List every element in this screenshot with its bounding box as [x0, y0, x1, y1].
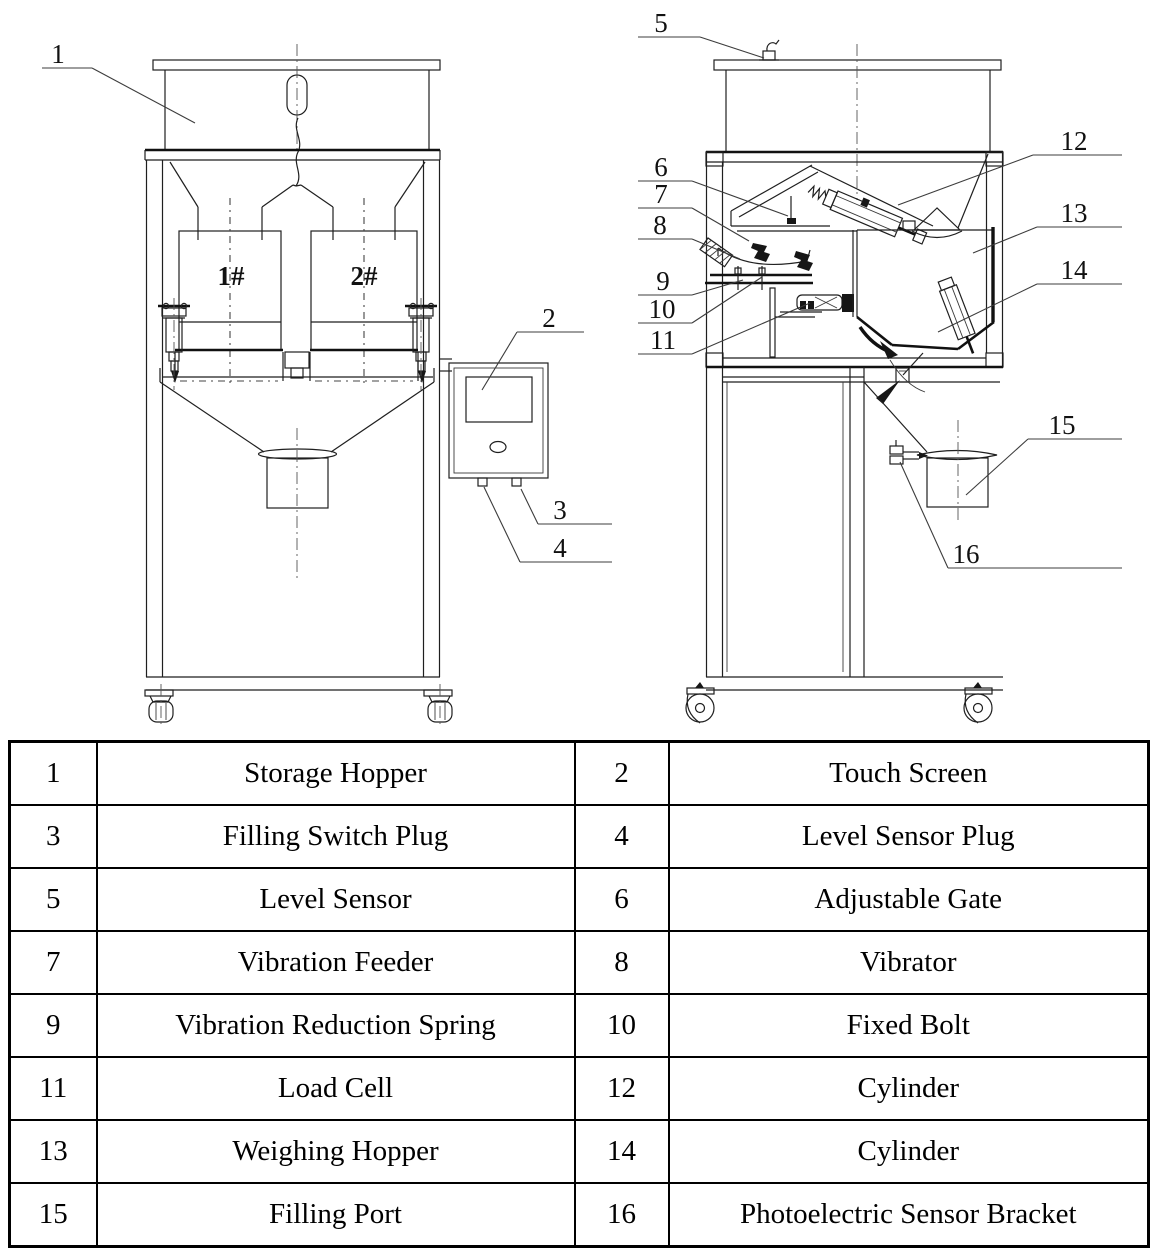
part-name: Fixed Bolt: [669, 994, 1149, 1057]
side-view: [638, 8, 1122, 723]
front-view: [42, 39, 612, 727]
callout-1-label: 1: [51, 39, 65, 69]
part-number: 8: [575, 931, 669, 994]
side-storage-hopper: [714, 44, 1001, 200]
adjustable-gate-part: [787, 196, 796, 224]
callout-11-label: 11: [650, 325, 676, 355]
parts-table: [8, 740, 1150, 1248]
part-name: Vibrator: [669, 931, 1149, 994]
callout-13: [973, 198, 1122, 253]
filling-switch-plug-part: [512, 478, 521, 486]
part-number: 12: [575, 1057, 669, 1120]
part-number: 6: [575, 868, 669, 931]
part-number: 5: [10, 868, 97, 931]
touch-screen-panel: [440, 359, 548, 486]
callout-15: [966, 410, 1122, 495]
cylinder-12-part: [805, 177, 929, 248]
part-name: Storage Hopper: [97, 742, 575, 806]
callout-9-label: 9: [656, 266, 670, 296]
callout-8-label: 8: [653, 210, 667, 240]
part-name: Vibration Feeder: [97, 931, 575, 994]
part-name: Weighing Hopper: [97, 1120, 575, 1183]
touch-screen-display: [466, 377, 532, 422]
part-number: 1: [10, 742, 97, 806]
front-feed-funnels: [170, 162, 425, 231]
callout-10-label: 10: [648, 294, 676, 324]
table-row: [10, 868, 1149, 931]
callout-4-label: 4: [553, 533, 567, 563]
part-name: Touch Screen: [669, 742, 1149, 806]
side-casters: [686, 682, 992, 723]
weighing-hopper-part: [853, 227, 994, 359]
callout-7-label: 7: [654, 179, 668, 209]
front-weigh-hopper-1: [175, 198, 283, 384]
table-row: [10, 931, 1149, 994]
part-name: Adjustable Gate: [669, 868, 1149, 931]
callout-5: [638, 8, 764, 58]
callout-15-label: 15: [1048, 410, 1076, 440]
vibration-feeder-part: [718, 243, 813, 271]
callout-2-label: 2: [542, 303, 556, 333]
part-name: Level Sensor Plug: [669, 805, 1149, 868]
part-name: Level Sensor: [97, 868, 575, 931]
part-number: 16: [575, 1183, 669, 1247]
part-name: Filling Switch Plug: [97, 805, 575, 868]
front-right-actuator: [405, 298, 437, 390]
photoelectric-sensor-bracket-part: [890, 440, 928, 464]
callout-5-label: 5: [654, 8, 668, 38]
part-number: 13: [10, 1120, 97, 1183]
part-name: Cylinder: [669, 1120, 1149, 1183]
hopper-1-label: 1#: [217, 261, 245, 291]
callout-1: [42, 39, 195, 123]
table-row: [10, 742, 1149, 806]
front-weigh-hopper-2: [285, 198, 418, 384]
table-row: [10, 994, 1149, 1057]
part-name: Photoelectric Sensor Bracket: [669, 1183, 1149, 1247]
part-name: Vibration Reduction Spring: [97, 994, 575, 1057]
callout-4: [484, 487, 612, 563]
part-number: 9: [10, 994, 97, 1057]
callout-16: [900, 462, 1122, 569]
part-number: 11: [10, 1057, 97, 1120]
table-row: [10, 1057, 1149, 1120]
vibrator-part: [700, 238, 733, 267]
part-name: Load Cell: [97, 1057, 575, 1120]
part-number: 7: [10, 931, 97, 994]
callout-13-label: 13: [1060, 198, 1088, 228]
filling-port-part: [917, 420, 997, 522]
level-sensor-plug-part: [478, 478, 487, 486]
front-storage-hopper: [153, 44, 440, 186]
callout-16-label: 16: [952, 539, 980, 569]
front-lower-funnel: [160, 368, 434, 578]
part-number: 4: [575, 805, 669, 868]
part-name: Filling Port: [97, 1183, 575, 1247]
callout-12-label: 12: [1060, 126, 1088, 156]
callout-3-label: 3: [553, 495, 567, 525]
callout-6-label: 6: [654, 152, 668, 182]
part-name: Cylinder: [669, 1057, 1149, 1120]
callout-3: [521, 489, 612, 525]
part-number: 14: [575, 1120, 669, 1183]
table-row: [10, 1120, 1149, 1183]
hopper-2-label: 2#: [350, 261, 378, 291]
part-number: 10: [575, 994, 669, 1057]
panel-button: [490, 442, 506, 453]
table-row: [10, 805, 1149, 868]
part-number: 15: [10, 1183, 97, 1247]
callout-14: [938, 255, 1122, 332]
feeder-support-post: [770, 288, 775, 357]
table-row: [10, 1183, 1149, 1247]
part-number: 2: [575, 742, 669, 806]
callout-9: [638, 266, 743, 296]
cylinder-14-part: [876, 276, 981, 404]
callout-14-label: 14: [1060, 255, 1088, 285]
part-number: 3: [10, 805, 97, 868]
callout-12: [898, 126, 1122, 205]
